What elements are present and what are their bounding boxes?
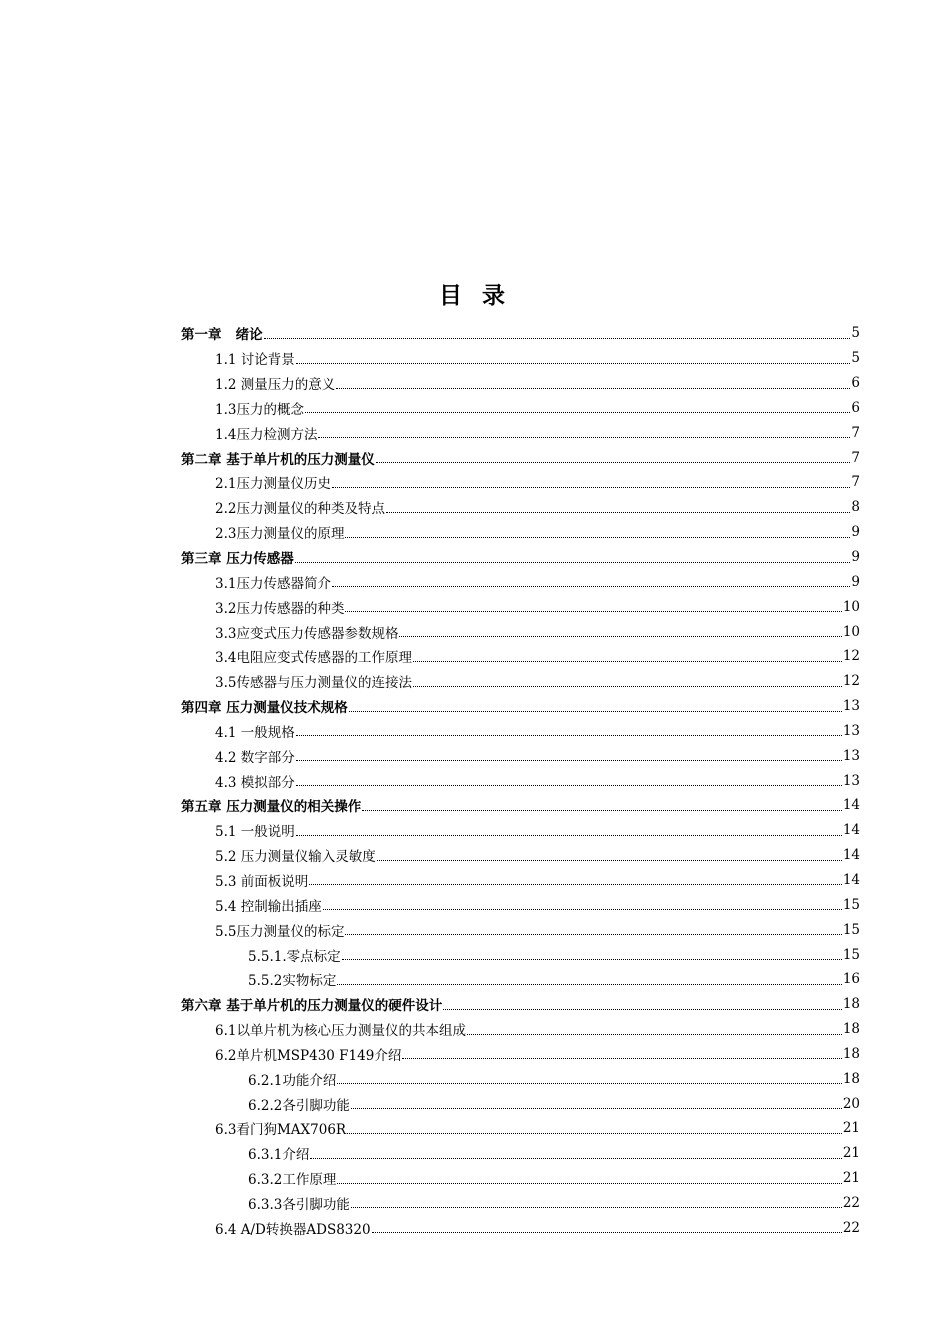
toc-subsection-entry[interactable]	[181, 1141, 860, 1166]
toc-entry-label: 第五章 压力测量仪的相关操作	[181, 799, 362, 816]
toc-section-entry[interactable]	[181, 644, 860, 669]
toc-dot-leader	[337, 984, 841, 985]
toc-dot-leader	[310, 1158, 841, 1159]
toc-page-number: 9	[851, 524, 860, 541]
toc-entry-label: 6.3看门狗MAX706R	[215, 1122, 347, 1139]
toc-page-number: 5	[851, 350, 860, 367]
toc-section-entry[interactable]	[181, 669, 860, 694]
toc-page-number: 18	[842, 1070, 860, 1087]
toc-page-number: 21	[842, 1170, 860, 1187]
toc-subsection-entry[interactable]	[181, 1066, 860, 1091]
toc-dot-leader	[376, 462, 851, 463]
toc-dot-leader	[342, 959, 842, 960]
toc-entry-label: 5.4 控制输出插座	[215, 898, 322, 915]
toc-page-number: 7	[851, 424, 860, 441]
toc-dot-leader	[351, 1207, 842, 1208]
toc-page-number: 21	[842, 1120, 860, 1137]
toc-section-entry[interactable]	[181, 768, 860, 793]
toc-entry-label: 5.2 压力测量仪输入灵敏度	[215, 849, 376, 866]
toc-page-number: 12	[842, 648, 860, 665]
toc-subsection-entry[interactable]	[181, 1166, 860, 1191]
toc-entry-label: 5.3 前面板说明	[215, 873, 309, 890]
toc-subsection-entry[interactable]	[181, 1091, 860, 1116]
toc-dot-leader	[337, 1083, 841, 1084]
toc-entry-label: 6.2单片机MSP430 F149介绍	[215, 1047, 402, 1064]
toc-section-entry[interactable]	[181, 917, 860, 942]
toc-section-entry[interactable]	[181, 569, 860, 594]
toc-subsection-entry[interactable]	[181, 967, 860, 992]
toc-chapter-entry[interactable]	[181, 545, 860, 570]
toc-page-number: 22	[842, 1219, 860, 1236]
toc-page-number: 21	[842, 1145, 860, 1162]
toc-entry-label: 6.3.3各引脚功能	[248, 1196, 350, 1213]
toc-dot-leader	[351, 1108, 842, 1109]
toc-page-number: 13	[842, 698, 860, 715]
toc-dot-leader	[296, 363, 851, 364]
toc-entry-label: 1.1 讨论背景	[215, 352, 295, 369]
toc-entry-label: 2.3压力测量仪的原理	[215, 526, 345, 543]
toc-page-number: 6	[851, 399, 860, 416]
toc-dot-leader	[332, 487, 850, 488]
toc-page-number: 9	[851, 573, 860, 590]
toc-dot-leader	[296, 760, 842, 761]
toc-section-entry[interactable]	[181, 619, 860, 644]
toc-section-entry[interactable]	[181, 1041, 860, 1066]
toc-dot-leader	[386, 512, 850, 513]
toc-dot-leader	[332, 586, 850, 587]
toc-title: 目 录	[438, 283, 511, 309]
toc-section-entry[interactable]	[181, 371, 860, 396]
toc-section-entry[interactable]	[181, 396, 860, 421]
toc-dot-leader	[318, 437, 850, 438]
toc-dot-leader	[345, 934, 841, 935]
toc-entry-label: 1.4压力检测方法	[215, 426, 318, 443]
toc-entry-label: 2.1压力测量仪历史	[215, 476, 331, 493]
toc-dot-leader	[347, 1133, 842, 1134]
toc-section-entry[interactable]	[181, 520, 860, 545]
toc-dot-leader	[467, 1034, 842, 1035]
toc-section-entry[interactable]	[181, 1215, 860, 1240]
toc-dot-leader	[372, 1232, 842, 1233]
toc-dot-leader	[305, 412, 850, 413]
toc-dot-leader	[345, 537, 850, 538]
toc-entry-label: 5.5.2实物标定	[248, 973, 337, 990]
toc-section-entry[interactable]	[181, 892, 860, 917]
toc-entry-label: 第二章 基于单片机的压力测量仪	[181, 451, 375, 468]
toc-dot-leader	[345, 611, 841, 612]
toc-dot-leader	[413, 661, 842, 662]
toc-dot-leader	[377, 860, 842, 861]
toc-page-number: 7	[851, 449, 860, 466]
toc-entry-label: 6.2.2各引脚功能	[248, 1097, 350, 1114]
toc-dot-leader	[362, 810, 842, 811]
toc-page-number: 12	[842, 673, 860, 690]
toc-entry-label: 1.3压力的概念	[215, 401, 304, 418]
toc-page-number: 13	[842, 722, 860, 739]
toc-section-entry[interactable]	[181, 495, 860, 520]
toc-dot-leader	[295, 562, 851, 563]
toc-page-number: 20	[842, 1095, 860, 1112]
toc-page-number: 14	[842, 847, 860, 864]
toc-dot-leader	[309, 884, 842, 885]
toc-chapter-entry[interactable]	[181, 694, 860, 719]
toc-section-entry[interactable]	[181, 868, 860, 893]
toc-page-number: 15	[842, 921, 860, 938]
toc-entry-label: 3.5传感器与压力测量仪的连接法	[215, 675, 412, 692]
toc-dot-leader	[349, 711, 842, 712]
toc-section-entry[interactable]	[181, 420, 860, 445]
toc-page-number: 10	[842, 623, 860, 640]
toc-page-number: 9	[851, 549, 860, 566]
toc-entry-label: 2.2压力测量仪的种类及特点	[215, 501, 385, 518]
toc-section-entry[interactable]	[181, 843, 860, 868]
toc-page-number: 8	[851, 499, 860, 516]
toc-entry-label: 第四章 压力测量仪技术规格	[181, 700, 348, 717]
toc-dot-leader	[296, 785, 842, 786]
table-of-contents	[181, 321, 860, 1240]
toc-page-number: 13	[842, 747, 860, 764]
toc-page-number: 18	[842, 1045, 860, 1062]
toc-entry-label: 3.4电阻应变式传感器的工作原理	[215, 650, 412, 667]
toc-section-entry[interactable]	[181, 743, 860, 768]
toc-dot-leader	[413, 686, 842, 687]
toc-section-entry[interactable]	[181, 470, 860, 495]
toc-entry-label: 6.1以单片机为核心压力测量仪的共本组成	[215, 1023, 466, 1040]
toc-section-entry[interactable]	[181, 346, 860, 371]
toc-entry-label: 5.1 一般说明	[215, 824, 295, 841]
toc-entry-label: 6.3.2工作原理	[248, 1172, 337, 1189]
toc-entry-label: 4.2 数字部分	[215, 749, 295, 766]
toc-entry-label: 5.5.1.零点标定	[248, 948, 341, 965]
toc-page-number: 18	[842, 1021, 860, 1038]
toc-entry-label: 5.5压力测量仪的标定	[215, 923, 345, 940]
toc-chapter-entry[interactable]	[181, 793, 860, 818]
toc-entry-label: 3.3应变式压力传感器参数规格	[215, 625, 399, 642]
toc-entry-label: 6.3.1介绍	[248, 1147, 310, 1164]
toc-entry-label: 3.2压力传感器的种类	[215, 600, 345, 617]
toc-page-number: 14	[842, 797, 860, 814]
toc-page-number: 5	[851, 325, 860, 342]
toc-dot-leader	[323, 909, 842, 910]
toc-page-number: 7	[851, 474, 860, 491]
toc-section-entry[interactable]	[181, 719, 860, 744]
toc-dot-leader	[296, 835, 842, 836]
toc-dot-leader	[264, 338, 851, 339]
toc-page-number: 10	[842, 598, 860, 615]
toc-chapter-entry[interactable]	[181, 321, 860, 346]
toc-entry-label: 3.1压力传感器简介	[215, 575, 331, 592]
toc-dot-leader	[402, 1058, 841, 1059]
toc-entry-label: 6.2.1功能介绍	[248, 1072, 337, 1089]
toc-page-number: 14	[842, 871, 860, 888]
toc-dot-leader	[399, 636, 841, 637]
toc-chapter-entry[interactable]	[181, 992, 860, 1017]
toc-entry-label: 4.3 模拟部分	[215, 774, 295, 791]
toc-page-number: 14	[842, 822, 860, 839]
toc-dot-leader	[443, 1009, 842, 1010]
toc-section-entry[interactable]	[181, 1017, 860, 1042]
toc-page-number: 15	[842, 896, 860, 913]
toc-section-entry[interactable]	[181, 1116, 860, 1141]
toc-entry-label: 6.4 A/D转换器ADS8320	[215, 1221, 371, 1238]
toc-page-number: 15	[842, 946, 860, 963]
toc-entry-label: 1.2 测量压力的意义	[215, 377, 336, 394]
toc-dot-leader	[337, 1183, 841, 1184]
toc-entry-label: 第三章 压力传感器	[181, 551, 294, 568]
toc-page-number: 6	[851, 375, 860, 392]
toc-subsection-entry[interactable]	[181, 1191, 860, 1216]
toc-subsection-entry[interactable]	[181, 942, 860, 967]
toc-entry-label: 4.1 一般规格	[215, 724, 295, 741]
toc-section-entry[interactable]	[181, 594, 860, 619]
toc-page-number: 13	[842, 772, 860, 789]
toc-entry-label: 第一章 绪论	[181, 327, 263, 344]
toc-page-number: 22	[842, 1194, 860, 1211]
toc-dot-leader	[296, 735, 842, 736]
toc-page-number: 18	[842, 996, 860, 1013]
toc-entry-label: 第六章 基于单片机的压力测量仪的硬件设计	[181, 998, 443, 1015]
toc-section-entry[interactable]	[181, 818, 860, 843]
toc-chapter-entry[interactable]	[181, 445, 860, 470]
toc-dot-leader	[336, 388, 850, 389]
toc-page-number: 16	[842, 971, 860, 988]
